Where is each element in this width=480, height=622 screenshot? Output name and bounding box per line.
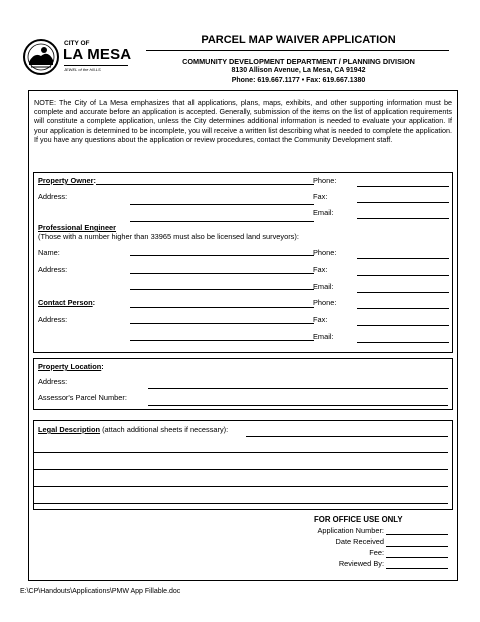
legal-label: Legal Description (attach additional sheets if necessary):	[38, 425, 229, 434]
owner-fax-field[interactable]	[357, 191, 449, 203]
logo-la-mesa: LA MESA	[63, 46, 132, 63]
owner-address-label: Address:	[38, 192, 68, 201]
engineer-address-field-2[interactable]	[130, 278, 314, 290]
office-use-title: FOR OFFICE USE ONLY	[314, 515, 403, 524]
owner-label: Property Owner:	[38, 176, 96, 185]
engineer-fax-field[interactable]	[357, 264, 449, 276]
contact-phone-label: Phone:	[313, 298, 337, 307]
contact-fax-label: Fax:	[313, 315, 328, 324]
contact-name-field[interactable]	[130, 296, 314, 308]
location-address-label: Address:	[38, 377, 68, 386]
office-app-number-field[interactable]	[386, 523, 448, 535]
apn-field[interactable]	[148, 394, 448, 406]
legal-line-1[interactable]	[246, 425, 448, 437]
legal-line-5[interactable]	[34, 492, 448, 504]
location-label: Property Location:	[38, 362, 104, 371]
owner-address-field[interactable]	[130, 193, 314, 205]
engineer-email-label: Email:	[313, 282, 334, 291]
engineer-email-field[interactable]	[357, 281, 449, 293]
office-date-received-label: Date Received	[335, 537, 384, 546]
owner-address-field-2[interactable]	[130, 210, 314, 222]
department-phone-fax: Phone: 619.667.1177 • Fax: 619.667.1380	[231, 77, 366, 84]
file-path-footer: E:\CP\Handouts\Applications\PMW App Fillable.doc	[20, 588, 181, 595]
office-fee-label: Fee:	[369, 548, 384, 557]
contact-address-label: Address:	[38, 315, 68, 324]
office-reviewed-by-label: Reviewed By:	[338, 559, 384, 568]
owner-fax-label: Fax:	[313, 192, 328, 201]
legal-line-2[interactable]	[34, 441, 448, 453]
logo-underline	[64, 65, 128, 66]
logo-tagline: JEWEL of the HILLS	[64, 67, 101, 72]
legal-line-3[interactable]	[34, 458, 448, 470]
title-rule	[146, 50, 449, 51]
owner-email-field[interactable]	[357, 207, 449, 219]
engineer-label: Professional Engineer	[38, 223, 117, 232]
contact-email-field[interactable]	[357, 331, 449, 343]
contact-phone-field[interactable]	[357, 297, 449, 309]
owner-phone-field[interactable]	[357, 175, 449, 187]
department-name: COMMUNITY DEVELOPMENT DEPARTMENT / PLANNING DIVISION	[182, 57, 415, 66]
engineer-fax-label: Fax:	[313, 265, 328, 274]
office-reviewed-by-field[interactable]	[386, 557, 448, 569]
engineer-name-field[interactable]	[130, 244, 314, 256]
contact-fax-field[interactable]	[357, 314, 449, 326]
engineer-note: (Those with a number higher than 33965 must also be licensed land surveyors):	[38, 232, 299, 241]
city-logo	[22, 38, 132, 78]
contact-address-field-2[interactable]	[130, 329, 314, 341]
owner-name-field[interactable]	[96, 173, 314, 185]
legal-line-4[interactable]	[34, 475, 448, 487]
contact-address-field[interactable]	[130, 312, 314, 324]
owner-phone-label: Phone:	[313, 176, 337, 185]
intro-note: NOTE: The City of La Mesa emphasizes that all applications, plans, maps, exhibits, and other supporting information must be complete and accurate before an application is accepted. Generally, submission of the items on the list of application requirements will constitute a complete application, unless the City determines additional information is needed to evaluate your application. If your application is determined to be incomplete, you will receive a written list describing what is needed to complete the application. If you have any questions about the application or review procedures, contact the Community Development staff.	[34, 98, 452, 144]
apn-label: Assessor's Parcel Number:	[38, 393, 127, 402]
location-address-field[interactable]	[148, 377, 448, 389]
engineer-phone-label: Phone:	[313, 248, 337, 257]
engineer-phone-field[interactable]	[357, 247, 449, 259]
contact-email-label: Email:	[313, 332, 334, 341]
logo-city-of: CITY OF	[64, 40, 90, 47]
contact-label: Contact Person:	[38, 298, 96, 307]
department-address: 8130 Allison Avenue, La Mesa, CA 91942	[231, 67, 366, 74]
engineer-name-label: Name:	[38, 248, 60, 257]
engineer-address-field[interactable]	[130, 262, 314, 274]
page-title: PARCEL MAP WAIVER APPLICATION	[201, 34, 396, 46]
office-app-number-label: Application Number:	[317, 526, 384, 535]
city-seal-icon	[22, 38, 60, 76]
owner-email-label: Email:	[313, 208, 334, 217]
engineer-address-label: Address:	[38, 265, 68, 274]
